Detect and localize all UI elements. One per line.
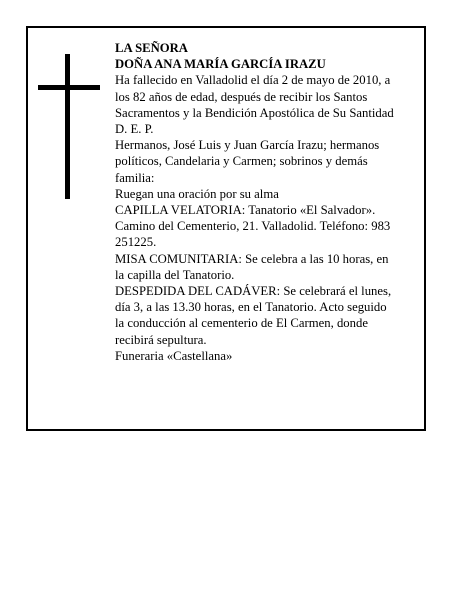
notice-line: la capilla del Tanatorio. xyxy=(115,267,235,282)
notice-line: DESPEDIDA DEL CADÁVER: Se celebrará el lunes, xyxy=(115,284,392,299)
notice-line: familia: xyxy=(115,170,155,185)
obituary-notice xyxy=(26,26,426,431)
notice-line: día 3, a las 13.30 horas, en el Tanatorio. Acto seguido xyxy=(115,300,387,315)
notice-line: Ha fallecido en Valladolid el día 2 de mayo de 2010, a xyxy=(115,73,391,88)
notice-line: Ruegan una oración por su alma xyxy=(115,186,279,201)
notice-line: 251225. xyxy=(115,235,157,250)
cross-icon xyxy=(38,54,100,199)
notice-line: MISA COMUNITARIA: Se celebra a las 10 horas, en xyxy=(115,251,389,266)
notice-line: políticos, Candelaria y Carmen; sobrinos y demás xyxy=(115,154,368,169)
notice-text xyxy=(115,40,415,364)
notice-line: Camino del Cementerio, 21. Valladolid. Teléfono: 983 xyxy=(115,219,391,234)
notice-line: Funeraria «Castellana» xyxy=(115,348,233,363)
notice-line: los 82 años de edad, después de recibir los Santos xyxy=(115,89,368,104)
deceased-name: DOÑA ANA MARÍA GARCÍA IRAZU xyxy=(115,57,326,72)
notice-title: LA SEÑORA xyxy=(115,41,188,55)
notice-line: Hermanos, José Luis y Juan García Irazu; hermanos xyxy=(115,138,380,153)
cross-horizontal-bar xyxy=(38,85,100,90)
notice-line: D. E. P. xyxy=(115,122,154,137)
notice-line: recibirá sepultura. xyxy=(115,332,207,347)
cross-vertical-bar xyxy=(65,54,70,199)
notice-line: CAPILLA VELATORIA: Tanatorio «El Salvador». xyxy=(115,203,376,218)
notice-line: la conducción al cementerio de El Carmen, donde xyxy=(115,316,368,331)
notice-line: Sacramentos y la Bendición Apostólica de Su Santidad xyxy=(115,105,394,120)
